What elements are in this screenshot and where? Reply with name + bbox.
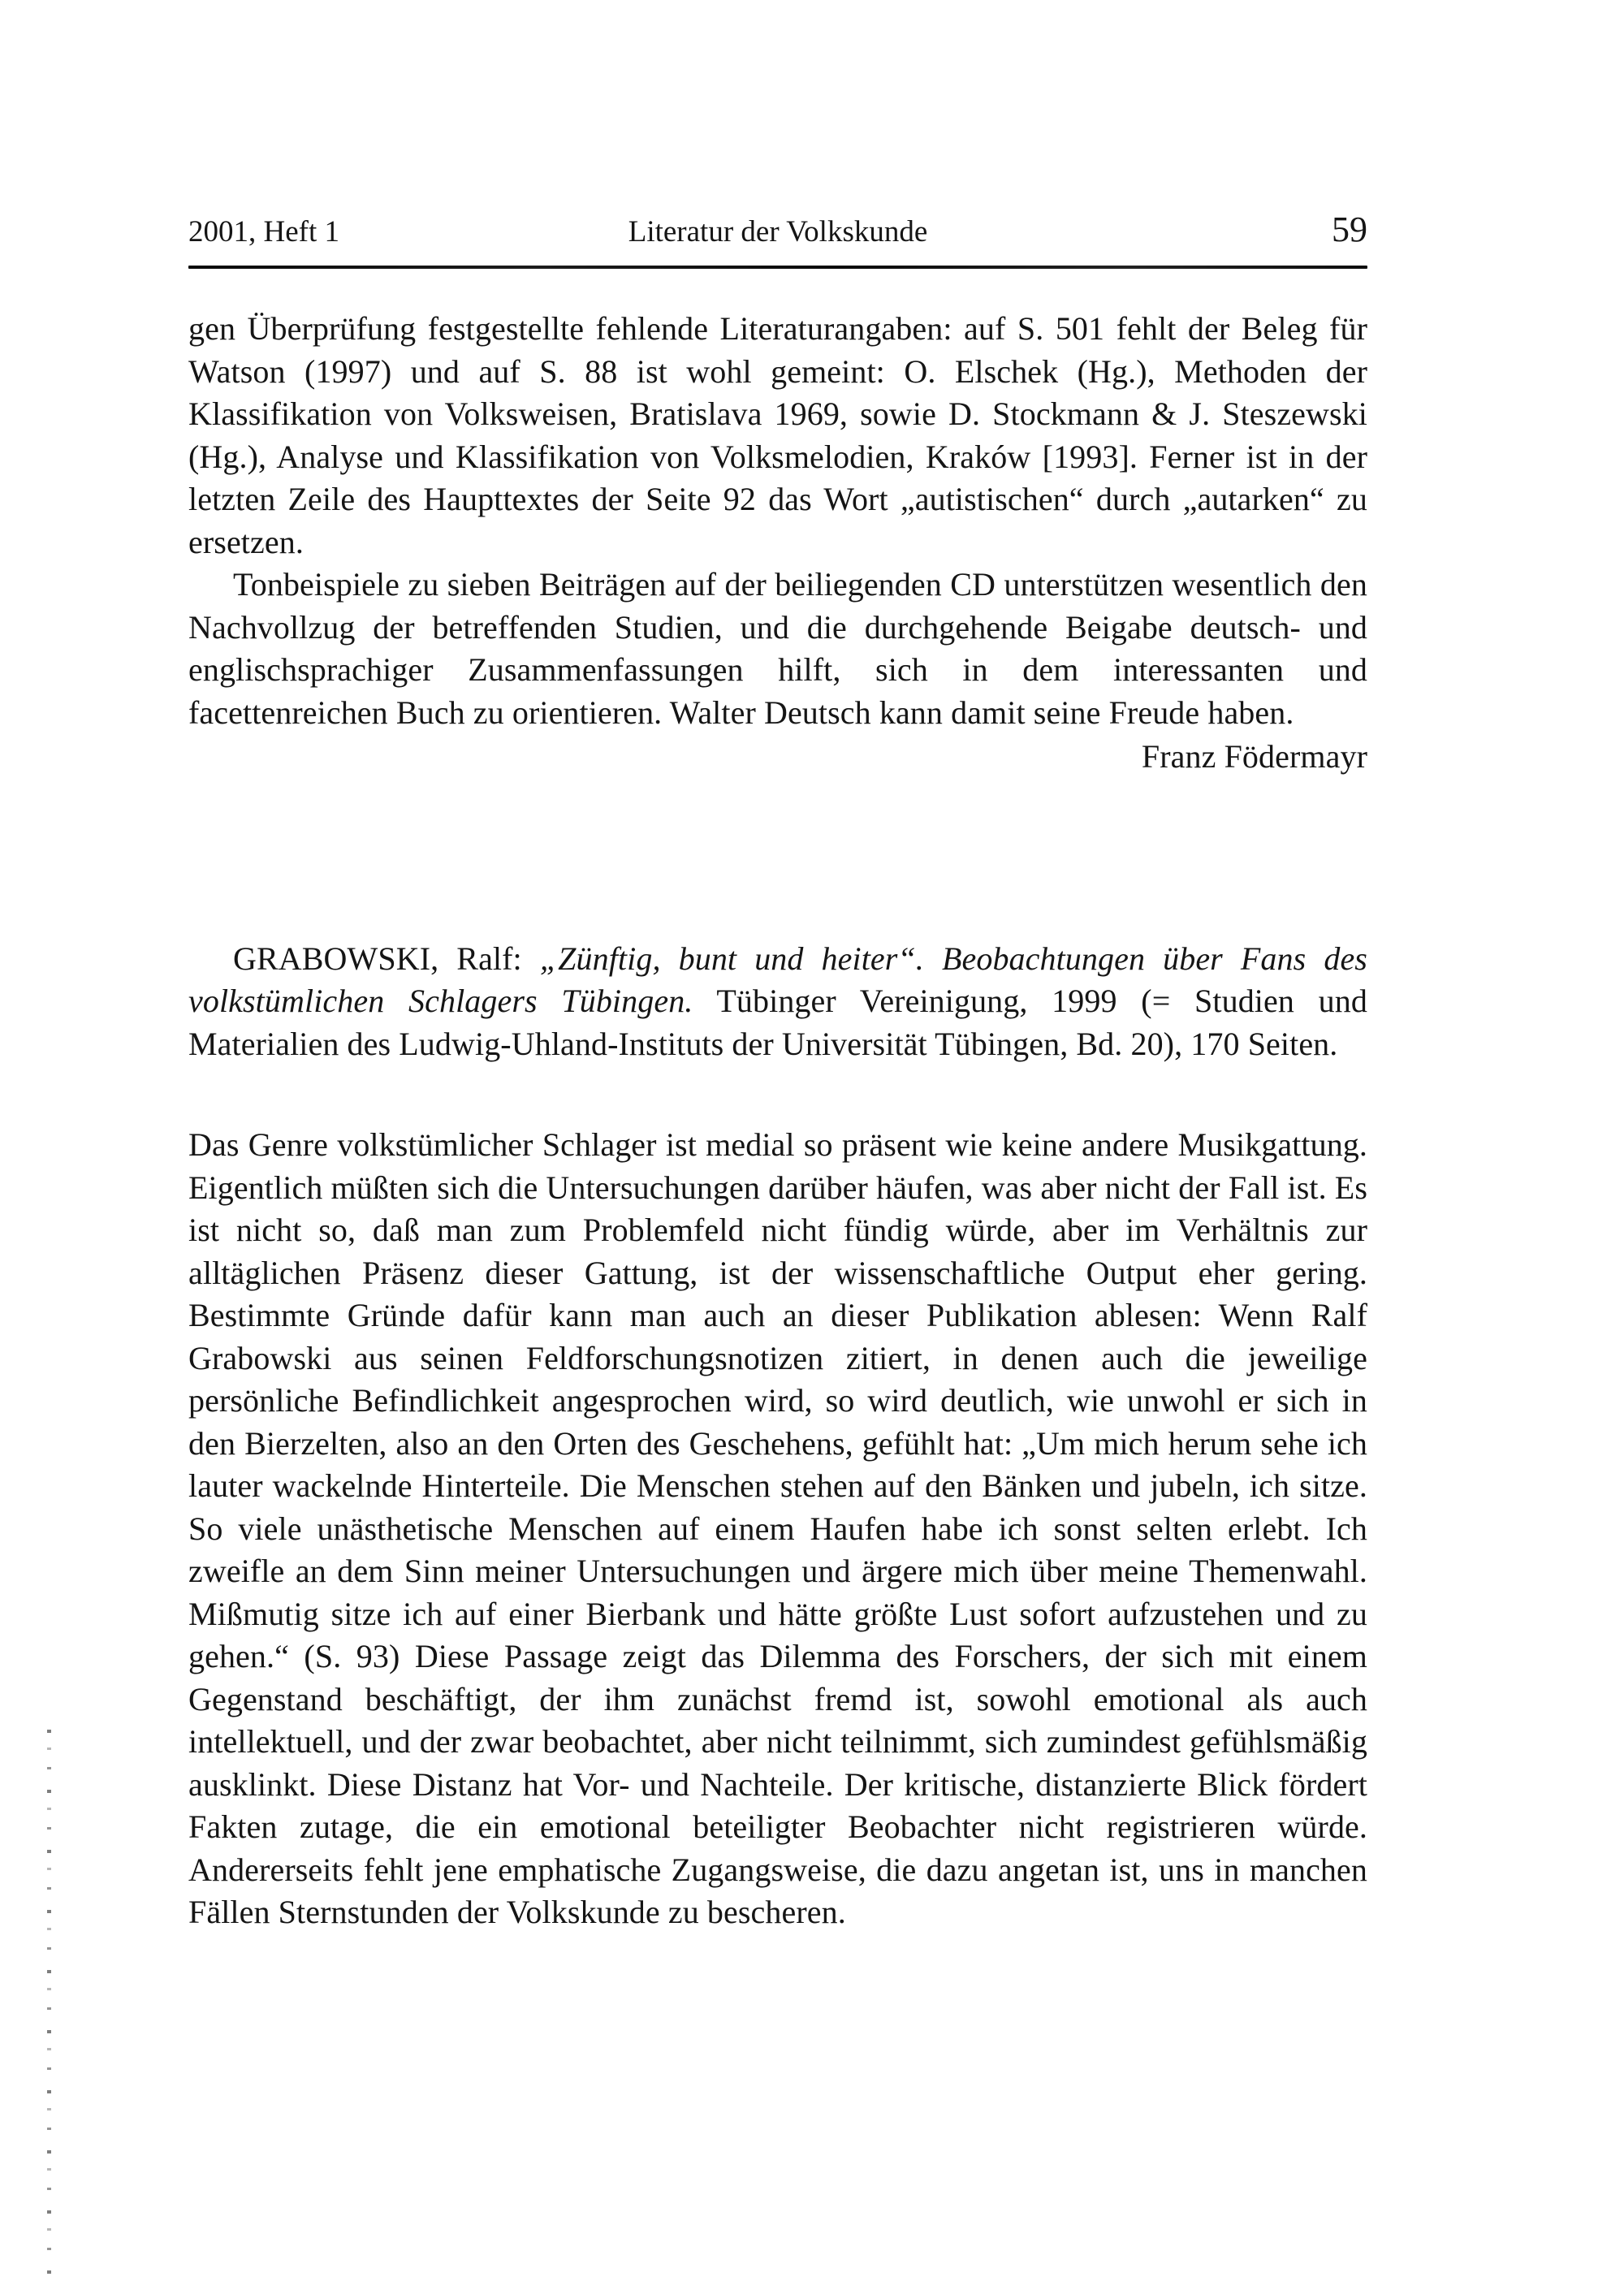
- page-header: [188, 210, 1367, 249]
- header-issue: 2001, Heft 1: [188, 215, 339, 248]
- scan-artifact-dots: [47, 1730, 51, 2288]
- header-rule: [188, 266, 1367, 269]
- review-1-continuation-paragraph: gen Überprüfung festgestellte fehlende Literaturangaben: auf S. 501 fehlt der Beleg für Watson (1997) und auf S. 88 ist wohl gemeint: O. Elschek (Hg.), Methoden der Klassifikation von Volksweisen, Bratislava 1969, sowie D. Stockmann & J. Steszewski (Hg.), Analyse und Klassifikation von Volksmelodien, Kraków [1993]. Ferner ist in der letzten Zeile des Haupttextes der Seite 92 das Wort „autistischen“ durch „autarken“ zu ersetzen.: [188, 310, 1367, 560]
- citation-title: „Zünftig, bunt und heiter“. Beobachtungen über Fans des volkstümlichen Schlagers Tübingen.: [188, 940, 1367, 1019]
- review-1-closing-paragraph: Tonbeispiele zu sieben Beiträgen auf der beiliegenden CD unterstützen wesentlich den Nachvollzug der betreffenden Studien, und die durchgehende Beigabe deutsch- und englischsprachiger Zusammenfassungen hilft, sich in dem interessanten und facettenreichen Buch zu orientieren. Walter Deutsch kann damit seine Freude haben.: [188, 566, 1367, 731]
- book-citation: [188, 938, 1367, 1066]
- page-body: [188, 308, 1367, 1934]
- header-page-number: 59: [1332, 210, 1367, 249]
- reviewer-signature: Franz Födermayr: [1141, 738, 1367, 775]
- text-column: [188, 210, 1367, 1934]
- header-section-title: Literatur der Volkskunde: [628, 215, 928, 248]
- citation-author: GRABOWSKI, Ralf:: [233, 940, 540, 977]
- citation-publication-info: Tübinger Vereinigung, 1999 (= Studien und Materialien des Ludwig-Uhland-Instituts der Universität Tübingen, Bd. 20), 170 Seiten.: [188, 983, 1367, 1062]
- review-2-body-paragraph: Das Genre volkstümlicher Schlager ist medial so präsent wie keine andere Musikgattung. Eigentlich müßten sich die Untersuchungen darüber häufen, was aber nicht der Fall ist. Es ist nicht so, daß man zum Problemfeld nicht fündig würde, aber im Verhältnis zur alltäglichen Präsenz dieser Gattung, ist der wissenschaftliche Output eher gering. Bestimmte Gründe dafür kann man auch an dieser Publikation ablesen: Wenn Ralf Grabowski aus seinen Feldforschungsnotizen zitiert, in denen auch die jeweilige persönliche Befindlichkeit angesprochen wird, so wird deutlich, wie unwohl er sich in den Bierzelten, also an den Orten des Geschehens, gefühlt hat: „Um mich herum sehe ich lauter wackelnde Hinterteile. Die Menschen stehen auf den Bänken und jubeln, ich sitze. So viele unästhetische Menschen auf einem Haufen habe ich sonst selten erlebt. Ich zweifle an dem Sinn meiner Untersuchungen und ärgere mich über meine Themenwahl. Mißmutig sitze ich auf einer Bierbank und hätte größte Lust sofort aufzustehen und zu gehen.“ (S. 93) Diese Passage zeigt das Dilemma des Forschers, der sich mit einem Gegenstand beschäftigt, der ihm zunächst fremd ist, sowohl emotional als auch intellektuell, und der zwar beobachtet, aber nicht teilnimmt, sich zumindest gefühlsmäßig ausklinkt. Diese Distanz hat Vor- und Nachteile. Der kritische, distanzierte Blick fördert Fakten zutage, die ein emotional beteiligter Beobachter nicht registrieren würde. Andererseits fehlt jene emphatische Zugangsweise, die dazu angetan ist, uns in manchen Fällen Sternstunden der Volkskunde zu bescheren.: [188, 1126, 1367, 1930]
